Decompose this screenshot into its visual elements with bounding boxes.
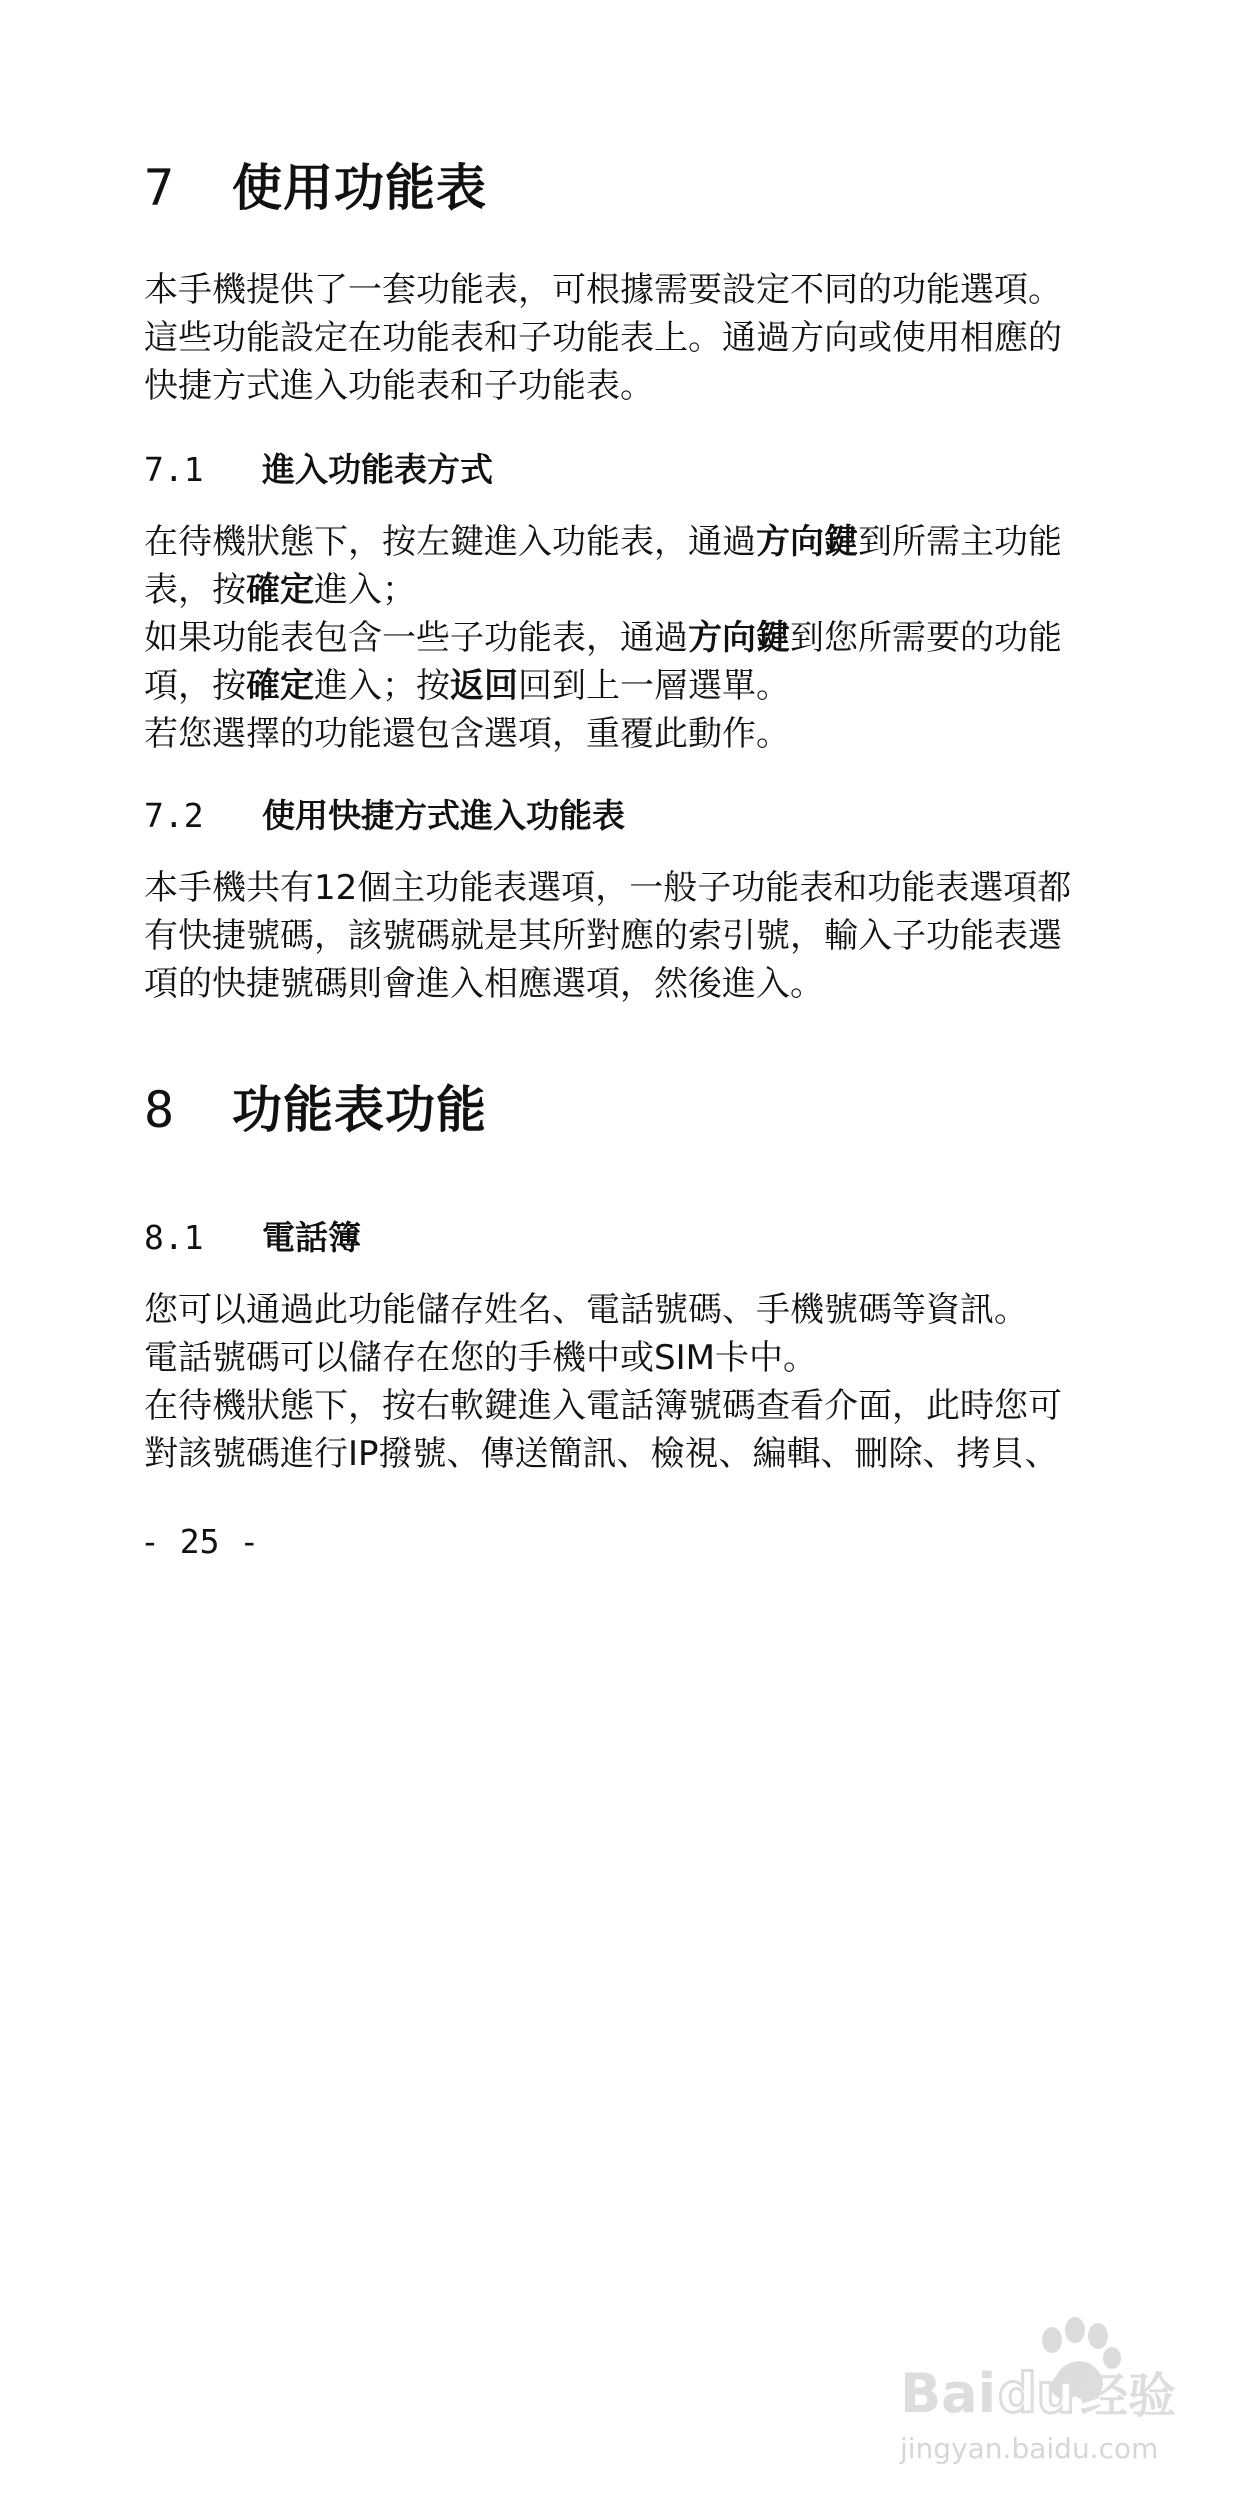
section-7-1-body: [144, 518, 1104, 758]
text-run: 到所需主功能: [858, 522, 1062, 562]
paragraph-line: 電話號碼可以儲存在您的手機中或SIM卡中。: [144, 1338, 817, 1378]
paragraph-line: [144, 518, 1104, 566]
section-number: 8: [144, 1081, 176, 1139]
section-7-1-heading: [144, 444, 493, 491]
subsection-number: 8.1: [144, 1218, 204, 1257]
section-8-1-heading: [144, 1212, 361, 1259]
text-run: 進入；: [314, 570, 416, 610]
paragraph-line: [144, 566, 1104, 614]
section-number: 7: [144, 159, 176, 217]
section-7-2-body: [144, 864, 1104, 1008]
paragraph-line: [144, 662, 1104, 710]
bold-text-run: 方向鍵: [756, 522, 858, 562]
paragraph-line: 有快捷號碼，該號碼就是其所對應的索引號，輸入子功能表選: [144, 916, 1062, 956]
paragraph-line: 本手機提供了一套功能表，可根據需要設定不同的功能選項。: [144, 270, 1062, 310]
bold-text-run: 確定: [246, 666, 314, 706]
section-7-2-heading: [144, 790, 625, 837]
section-title: 功能表功能: [232, 1081, 487, 1139]
subsection-title: 使用快捷方式進入功能表: [262, 796, 625, 835]
svg-text:jingyan.baidu.com: jingyan.baidu.com: [900, 2432, 1159, 2465]
section-7-heading: [144, 148, 487, 220]
section-7-intro: [144, 266, 1104, 410]
svg-text:du: du: [998, 2362, 1076, 2425]
text-run: 到您所需要的功能: [790, 618, 1062, 658]
paragraph-line: 您可以通過此功能儲存姓名、電話號碼、手機號碼等資訊。: [144, 1290, 1028, 1330]
bold-text-run: 確定: [246, 570, 314, 610]
bold-text-run: 返回: [450, 666, 518, 706]
text-run: 在待機狀態下，按左鍵進入功能表，通過: [144, 522, 756, 562]
paragraph-line: 在待機狀態下，按右軟鍵進入電話簿號碼查看介面，此時您可: [144, 1386, 1062, 1426]
paragraph-line: [144, 614, 1104, 662]
subsection-number: 7.1: [144, 450, 204, 489]
paragraph-line: 對該號碼進行IP撥號、傳送簡訊、檢視、編輯、刪除、拷貝、: [144, 1434, 1059, 1474]
section-title: 使用功能表: [232, 159, 487, 217]
subsection-number: 7.2: [144, 796, 204, 835]
text-run: 項，按: [144, 666, 246, 706]
page-number: - 25 -: [140, 1522, 260, 1561]
paragraph-line: 本手機共有12個主功能表選項，一般子功能表和功能表選項都: [144, 868, 1072, 908]
svg-text:Bai: Bai: [900, 2362, 997, 2425]
text-run: 進入；按: [314, 666, 450, 706]
baidu-jingyan-watermark-logo: [880, 2300, 1220, 2480]
section-8-1-body: [144, 1286, 1104, 1478]
svg-text:经验: 经验: [1080, 2368, 1177, 2424]
bold-text-run: 方向鍵: [688, 618, 790, 658]
section-8-heading: [144, 1070, 487, 1142]
text-run: 如果功能表包含一些子功能表，通過: [144, 618, 688, 658]
subsection-title: 進入功能表方式: [262, 450, 493, 489]
text-run: 表，按: [144, 570, 246, 610]
paragraph-line: 若您選擇的功能還包含選項，重覆此動作。: [144, 714, 790, 754]
paragraph-line: 快捷方式進入功能表和子功能表。: [144, 366, 654, 406]
subsection-title: 電話簿: [262, 1218, 361, 1257]
paragraph-line: 這些功能設定在功能表和子功能表上。通過方向或使用相應的: [144, 318, 1062, 358]
text-run: 回到上一層選單。: [518, 666, 790, 706]
paragraph-line: 項的快捷號碼則會進入相應選項，然後進入。: [144, 964, 824, 1004]
